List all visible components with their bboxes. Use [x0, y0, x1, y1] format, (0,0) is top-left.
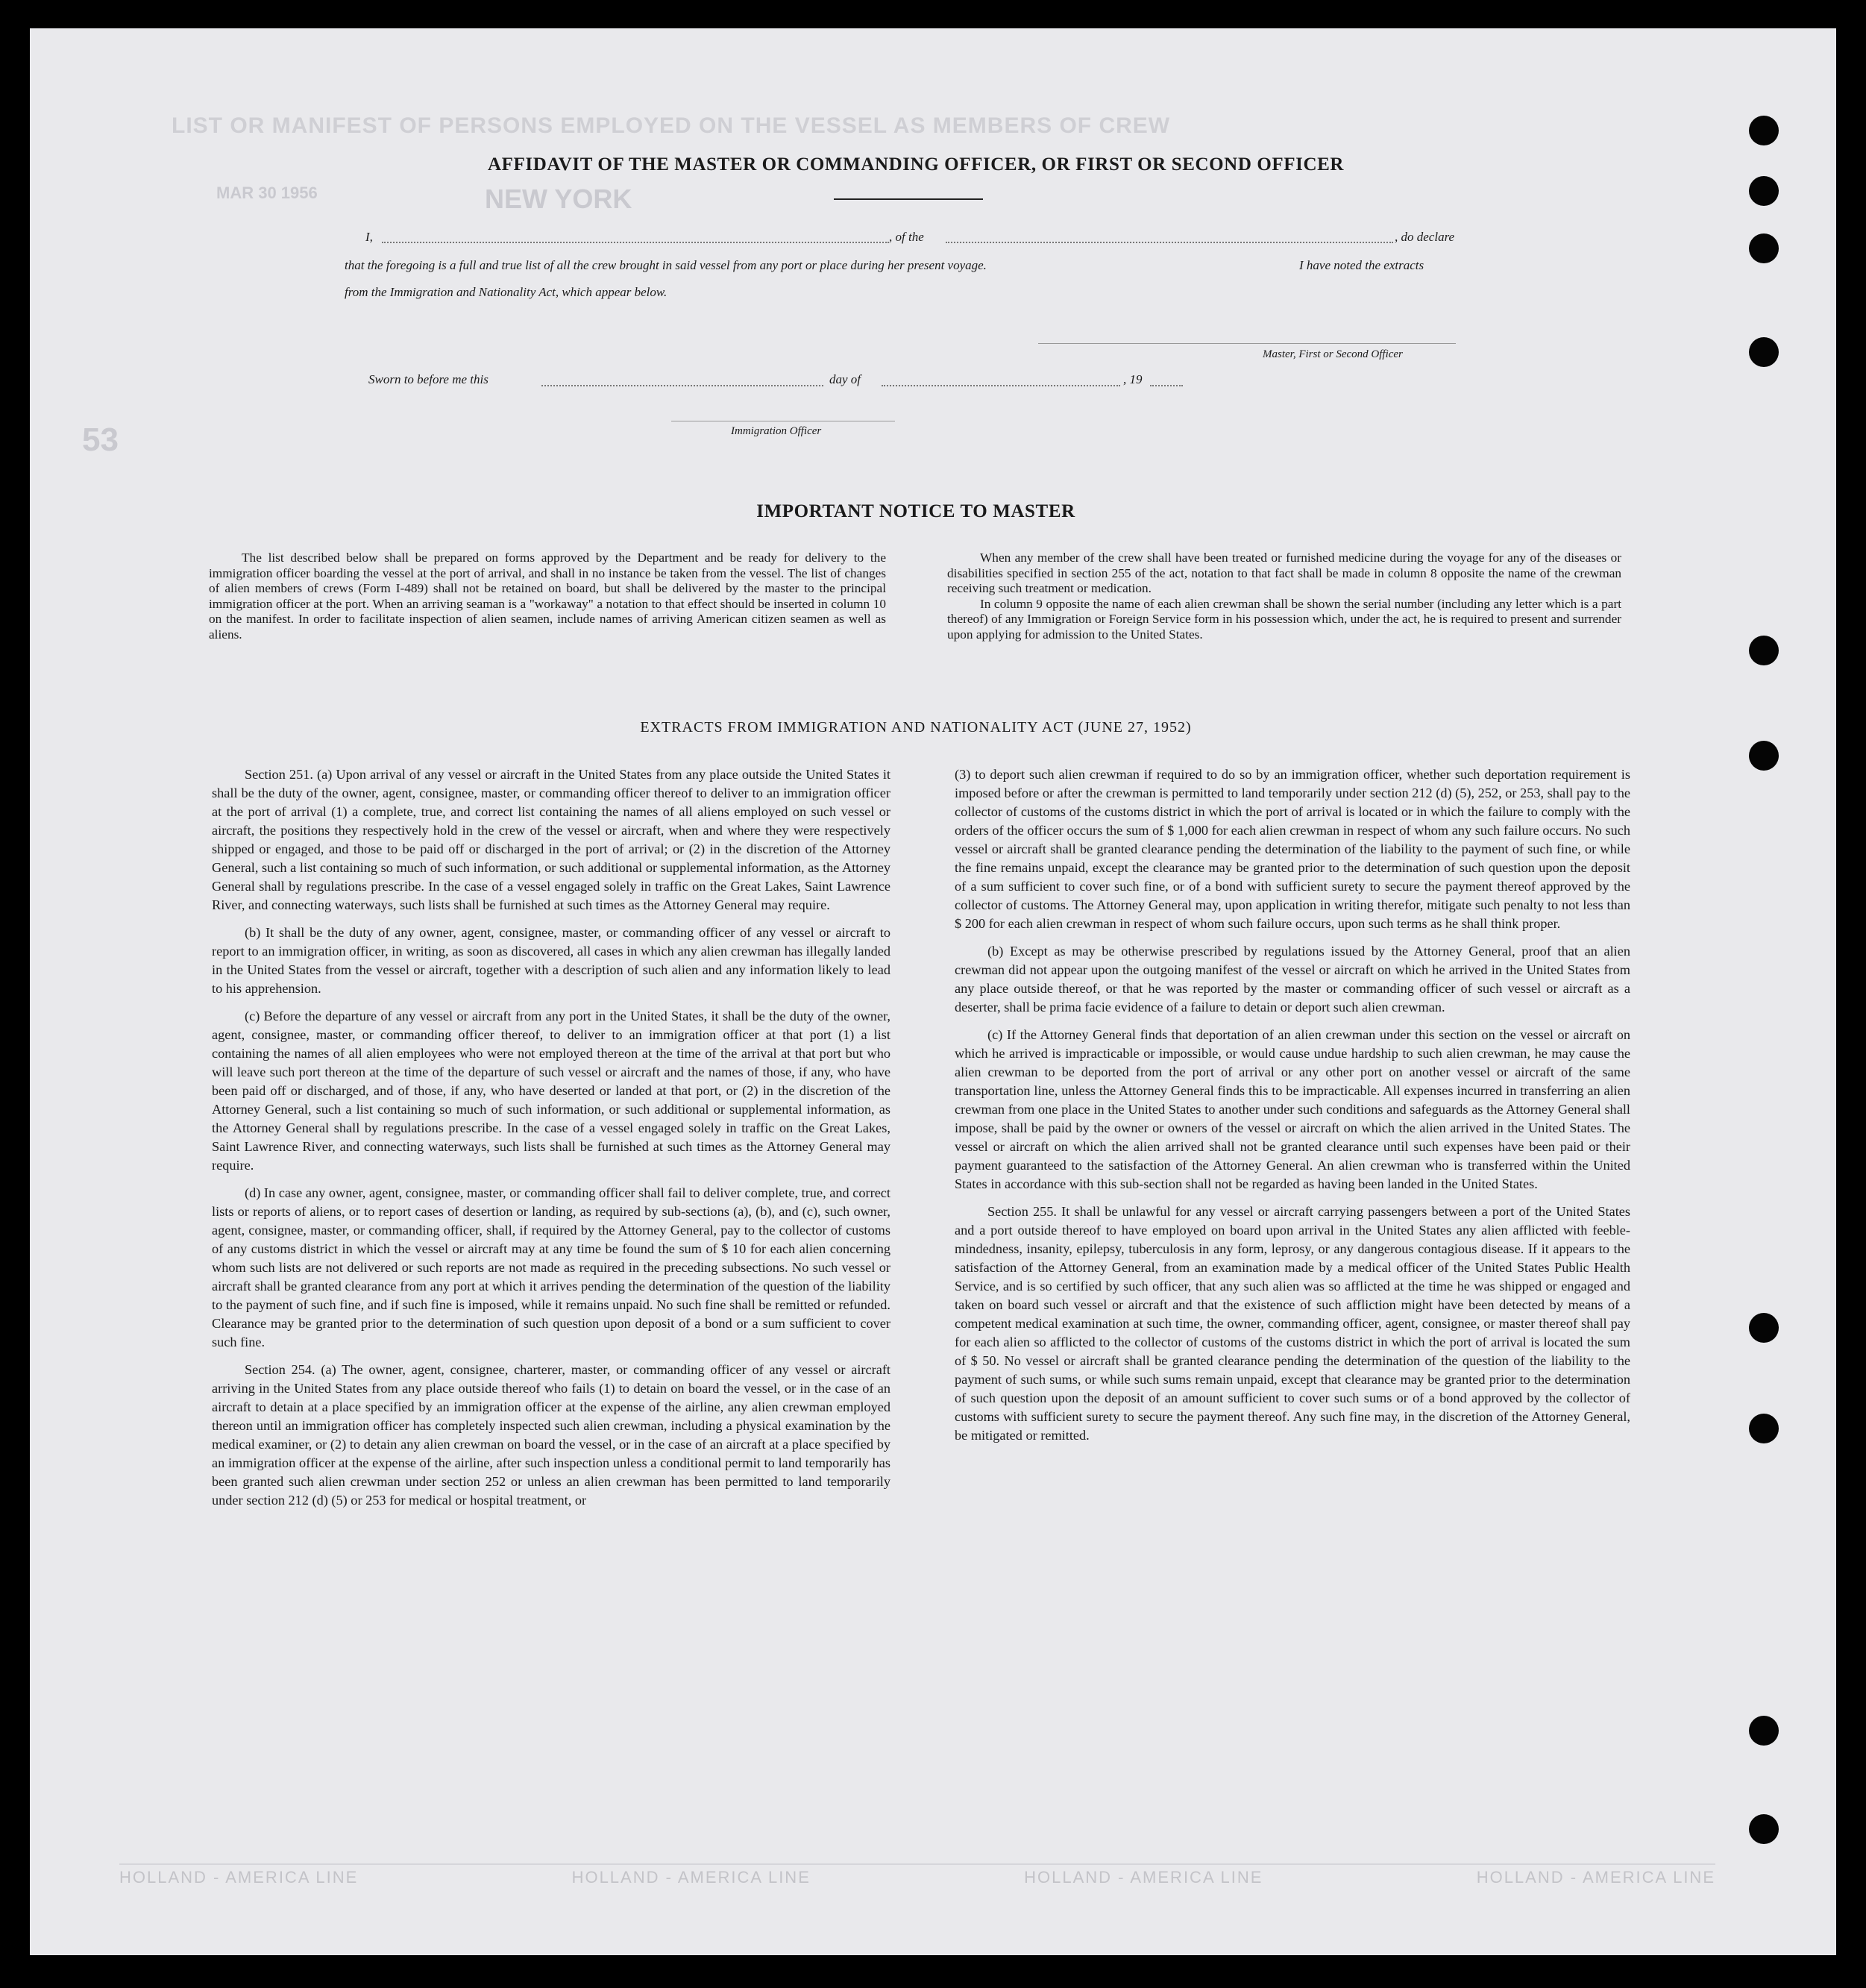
affidavit-declare-label: , do declare	[1395, 230, 1455, 244]
affidavit-i-label: I,	[365, 230, 373, 244]
extract-paragraph: (b) It shall be the duty of any owner, agent, consignee, master, or commanding officer of any vessel or aircraft to report to an immigration officer, in writing, as soon as discovered, all cases in which any alien crewman has illegally landed in the United States from the vessel or aircraft, together with a description of such alien and any information likely to lead to his apprehension.	[212, 925, 890, 996]
affidavit-of-the-label: , of the	[889, 230, 924, 244]
ghost-header: LIST OR MANIFEST OF PERSONS EMPLOYED ON THE VESSEL AS MEMBERS OF CREW	[172, 113, 1171, 138]
extract-paragraph: (3) to deport such alien crewman if required to do so by an immigration officer, whether such deportation requirement is imposed before or after the crewman is permitted to land temporarily under section 212 (d) (5), 252, or 253, shall pay to the collector of customs of the customs district in which the port of arrival is located or in which the failure to comply with the orders of the officer occurs the sum of $ 1,000 for each alien crewman in respect of whom any such failure occurs. No such vessel or aircraft shall be granted clearance pending the determination of the liability to the payment of such fine, or while the fine remains unpaid, except the clearance may be granted prior to the determination of such question upon the deposit of a sum sufficient to cover such fine, or of a bond with sufficient surety to secure the payment thereof approved by the collector of customs. The Attorney General may, upon application in writing therefor, mitigate such penalty to not less than $ 200 for each alien crewman in respect of whom such failure occurs, upon such terms as he shall think proper.	[955, 767, 1630, 931]
sworn-month-line	[882, 385, 1120, 386]
sworn-day-line	[541, 385, 823, 386]
punch-hole	[1749, 1414, 1779, 1443]
notice-left-column	[209, 551, 886, 642]
punch-hole	[1749, 233, 1779, 263]
title-rule	[834, 198, 983, 200]
footer-text: HOLLAND - AMERICA LINE	[1476, 1868, 1715, 1887]
punch-hole	[1749, 1716, 1779, 1746]
extracts-title: EXTRACTS FROM IMMIGRATION AND NATIONALITY ACT (JUNE 27, 1952)	[640, 719, 1192, 736]
vessel-name-line	[946, 242, 1393, 243]
affidavit-statement-line-end: I have noted the extracts	[1299, 258, 1424, 272]
punch-hole	[1749, 116, 1779, 145]
immigration-officer-label: Immigration Officer	[731, 425, 822, 437]
ghost-footer	[119, 1863, 1715, 1887]
affidavit-title: AFFIDAVIT OF THE MASTER OR COMMANDING OFFICER, OR FIRST OR SECOND OFFICER	[487, 154, 1345, 175]
notice-right-paragraph-2: In column 9 opposite the name of each alien crewman shall be shown the serial number (including any letter which is a part thereof) of any Immigration or Foreign Service form in his possession which, under the act, he is required to present and surrender upon applying for admission to the United States.	[947, 596, 1621, 642]
extract-paragraph: Section 255. It shall be unlawful for any vessel or aircraft carrying passengers between a port of the United States and a port outside thereof to have employed on board upon arrival in the United States any alien afflicted with feeble-mindedness, insanity, epilepsy, tuberculosis in any form, leprosy, or any dangerous contagious disease. If it appears to the satisfaction of the Attorney General, from an examination made by a medical officer of the United States Public Health Service, and is so certified by such officer, that any such alien was so afflicted at the time he was shipped or engaged and taken on board such vessel or aircraft and that the existence of such affliction might have been detected by means of a competent medical examination at such time, the owner, commanding officer, agent, consignee, or master thereof shall pay for each alien so afflicted to the collector of customs of the customs district in which the port of arrival is located the sum of $ 50. No vessel or aircraft shall be granted clearance pending the determination of the question of the liability to the payment of such sums, or while such sums remain unpaid, except that clearance may be granted prior to the determination of such question upon the deposit of an amount sufficient to cover such sums or of a bond approved by the collector of customs with sufficient surety to secure the payment thereof. Any such fine may, in the discretion of the Attorney General, be mitigated or remitted.	[955, 1204, 1630, 1443]
footer-text: HOLLAND - AMERICA LINE	[571, 1868, 811, 1887]
extract-paragraph: (d) In case any owner, agent, consignee, master, or commanding officer shall fail to deliver complete, true, and correct lists or reports of aliens, or to report cases of desertion or landing, as required by sub-sections (a), (b), and (c), such owner, agent, consignee, master, or commanding officer, shall, if required by the Attorney General, pay to the collector of customs of any customs district in which the vessel or aircraft may at any time be found the sum of $ 10 for each alien concerning whom such lists are not delivered or such reports are not made as required in the preceding subsections. No such vessel or aircraft shall be granted clearance from any port at which it arrives pending the determination of the question of the liability to the payment of such fine, and if such fine is imposed, while it remains unpaid. No such fine shall be remitted or refunded. Clearance may be granted prior to the determination of such question upon deposit of a bond or a sum sufficient to cover such fine.	[212, 1185, 890, 1349]
extract-paragraph: Section 254. (a) The owner, agent, consignee, charterer, master, or commanding officer of any vessel or aircraft arriving in the United States from any place outside thereof who fails (1) to detain on board the vessel, or in the case of an aircraft to detain at a place specified by an immigration officer at the expense of the airline, any alien crewman employed thereon until an immigration officer has completely inspected such alien crewman, including a physical examination by the medical examiner, or (2) to detain any alien crewman on board the vessel, or in the case of an aircraft at a place specified by an immigration officer at the expense of the airline, after such inspection unless a conditional permit to land temporarily has been granted such alien crewman under section 252 or unless an alien crewman has been permitted to land temporarily under section 212 (d) (5) or 253 for medical or hospital treatment, or	[212, 1362, 890, 1508]
extract-paragraph: Section 251. (a) Upon arrival of any vessel or aircraft in the United States from any place outside the United States it shall be the duty of the owner, agent, consignee, master, or commanding officer thereof to deliver to an immigration officer at the port of arrival (1) a complete, true, and correct list containing the names of all aliens employed on such vessel or aircraft, the positions they respectively hold in the crew of the vessel or aircraft, when and where they were respectively shipped or engaged, and those to be paid off or discharged in the port of arrival; or (2) in the discretion of the Attorney General, such a list containing so much of such information, or such additional or supplemental information, as the Attorney General shall by regulations prescribe. In the case of a vessel engaged solely in traffic on the Great Lakes, Saint Lawrence River, and connecting waterways, such lists shall be furnished at such times as the Attorney General may require.	[212, 767, 890, 912]
extract-paragraph: (c) Before the departure of any vessel or aircraft from any port in the United States, it shall be the duty of the owner, agent, consignee, master, or commanding officer thereof, to deliver to an immigration officer at that port (1) a list containing the names of all alien employees who were not employed thereon at the time of the arrival at that port but who will leave such port thereon at the time of the departure of such vessel or aircraft and the names of those, if any, who have been paid off or discharged, and of those, if any, who have deserted or landed at that port, or (2) in the discretion of the Attorney General, such a list containing so much of such information, or such additional or supplemental information, as the Attorney General shall by regulations prescribe. In the case of a vessel engaged solely in traffic on the Great Lakes, Saint Lawrence River, and connecting waterways, such lists shall be furnished at such times as the Attorney General may require.	[212, 1009, 890, 1173]
year-label: , 19	[1123, 372, 1143, 386]
notice-right-column	[947, 551, 1621, 642]
extract-paragraph: (b) Except as may be otherwise prescribed by regulations issued by the Attorney General, proof that an alien crewman did not appear upon the outgoing manifest of the vessel or aircraft on which he arrived in the United States from any place outside thereof, or that he was reported by the master or commanding officer of such vessel or aircraft as a deserter, shall be prima facie evidence of a failure to detain or deport such alien crewman.	[955, 944, 1630, 1015]
ghost-date: MAR 30 1956	[216, 184, 318, 202]
sworn-year-line	[1150, 385, 1183, 386]
affidavit-statement-line: that the foregoing is a full and true list of all the crew brought in said vessel from any port or place during her present voyage.	[345, 258, 987, 272]
footer-text: HOLLAND - AMERICA LINE	[119, 1868, 359, 1887]
punch-hole	[1749, 741, 1779, 771]
day-of-label: day of	[829, 372, 861, 386]
extracts-right-column	[955, 765, 1630, 1454]
punch-hole	[1749, 1814, 1779, 1844]
sworn-label: Sworn to before me this	[368, 372, 489, 386]
master-signature-label: Master, First or Second Officer	[1263, 348, 1403, 360]
footer-text: HOLLAND - AMERICA LINE	[1024, 1868, 1263, 1887]
declarant-name-line	[382, 242, 889, 243]
affidavit-statement-line-3: from the Immigration and Nationality Act, which appear below.	[345, 285, 667, 299]
ghost-port: NEW YORK	[485, 184, 632, 214]
punch-hole	[1749, 636, 1779, 665]
extract-paragraph: (c) If the Attorney General finds that deportation of an alien crewman under this section on the vessel or aircraft on which he arrived is impracticable or impossible, or would cause undue hardship to such alien crewman, he may cause the alien crewman to be deported from the port of arrival or any other port on another vessel or aircraft of the same transportation line, unless the Attorney General finds this to be impracticable. All expenses incurred in transferring an alien crewman from one place in the United States to another under such conditions and safeguards as the Attorney General shall impose, shall be paid by the owner or owners of the vessel or aircraft on which the alien arrived in the United States. The vessel or aircraft on which the alien arrived shall not be granted clearance until such expenses have been paid or their payment guaranteed to the satisfaction of the Attorney General. An alien crewman who is transferred within the United States in accordance with this sub-section shall not be regarded as having been landed in the United States.	[955, 1027, 1630, 1191]
punch-hole	[1749, 176, 1779, 206]
master-signature-line	[1038, 343, 1456, 344]
punch-hole	[1749, 337, 1779, 367]
notice-left-paragraph: The list described below shall be prepared on forms approved by the Department and be ready for delivery to the immigration officer boarding the vessel at the port of arrival, and shall in no instance be taken from the vessel. The list of changes of alien members of crews (Form I-489) shall not be retained on board, but shall be delivered by the master to the principal immigration officer at the port. When an arriving seaman is a "workaway" a notation to that effect should be inserted in column 10 on the manifest. In order to facilitate inspection of alien seamen, include names of arriving American citizen seamen as well as aliens.	[209, 551, 886, 642]
punch-hole	[1749, 1313, 1779, 1343]
extracts-left-column	[212, 765, 890, 1519]
notice-title: IMPORTANT NOTICE TO MASTER	[756, 501, 1075, 521]
notice-right-paragraph-1: When any member of the crew shall have been treated or furnished medicine during the voyage for any of the diseases or disabilities specified in section 255 of the act, notation to that fact shall be made in column 8 opposite the name of the crewman receiving such treatment or medication.	[947, 551, 1621, 595]
ghost-page-number: 53	[82, 421, 119, 458]
